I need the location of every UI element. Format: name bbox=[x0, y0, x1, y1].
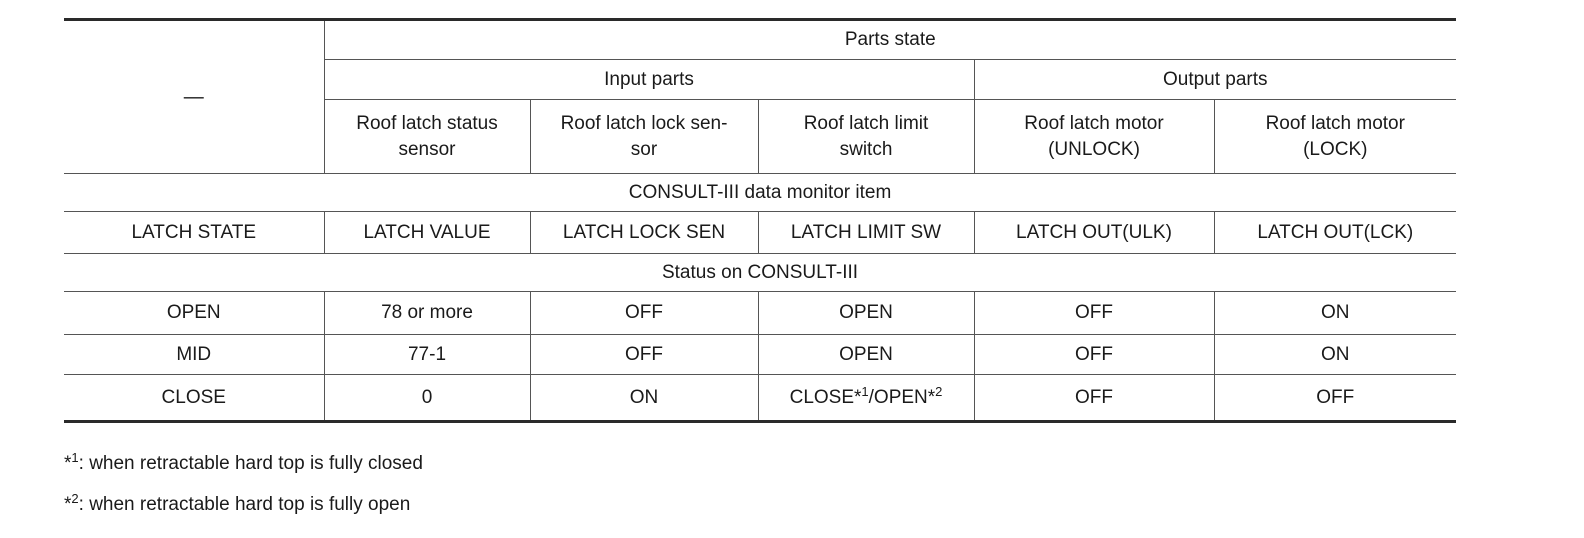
monitor-item: LATCH STATE bbox=[64, 212, 324, 254]
input-parts-header: Input parts bbox=[324, 60, 974, 100]
column-header-lock-sensor: Roof latch lock sen- sor bbox=[530, 100, 758, 174]
state-cell: OPEN bbox=[64, 292, 324, 335]
limit-sw-cell: OPEN bbox=[758, 335, 974, 375]
monitor-caption-row: CONSULT-III data monitor item bbox=[64, 174, 1456, 212]
value-cell: 78 or more bbox=[324, 292, 530, 335]
table-row bbox=[64, 375, 1456, 422]
state-cell: CLOSE bbox=[64, 375, 324, 422]
monitor-items-row bbox=[64, 212, 1456, 254]
monitor-item: LATCH OUT(LCK) bbox=[1214, 212, 1456, 254]
monitor-item: LATCH OUT(ULK) bbox=[974, 212, 1214, 254]
value-cell: 0 bbox=[324, 375, 530, 422]
parts-state-header: Parts state bbox=[324, 20, 1456, 60]
out-lck-cell: ON bbox=[1214, 292, 1456, 335]
latch-status-table bbox=[64, 18, 1456, 423]
footnote-1: *$^1$: when retractable hard top is fully closed bbox=[64, 450, 423, 474]
monitor-item: LATCH VALUE bbox=[324, 212, 530, 254]
monitor-item: LATCH LOCK SEN bbox=[530, 212, 758, 254]
status-caption-row: Status on CONSULT-III bbox=[64, 254, 1456, 292]
table-row bbox=[64, 335, 1456, 375]
out-ulk-cell: OFF bbox=[974, 292, 1214, 335]
latch-status-table-container bbox=[64, 18, 1456, 423]
column-header-motor-lock: Roof latch motor (LOCK) bbox=[1214, 100, 1456, 174]
limit-sw-cell: OPEN bbox=[758, 292, 974, 335]
state-cell: MID bbox=[64, 335, 324, 375]
corner-cell: — bbox=[64, 20, 324, 174]
footnote-2: *$^2$: when retractable hard top is fully open bbox=[64, 491, 411, 515]
out-lck-cell: ON bbox=[1214, 335, 1456, 375]
column-header-limit-switch: Roof latch limit switch bbox=[758, 100, 974, 174]
column-header-status-sensor: Roof latch status sensor bbox=[324, 100, 530, 174]
lock-sen-cell: ON bbox=[530, 375, 758, 422]
out-lck-cell: OFF bbox=[1214, 375, 1456, 422]
out-ulk-cell: OFF bbox=[974, 335, 1214, 375]
lock-sen-cell: OFF bbox=[530, 292, 758, 335]
value-cell: 77-1 bbox=[324, 335, 530, 375]
monitor-item: LATCH LIMIT SW bbox=[758, 212, 974, 254]
output-parts-header: Output parts bbox=[974, 60, 1456, 100]
table-row bbox=[64, 292, 1456, 335]
column-header-motor-unlock: Roof latch motor (UNLOCK) bbox=[974, 100, 1214, 174]
limit-sw-cell: CLOSE*$^1$/OPEN*$^2$ bbox=[758, 375, 974, 422]
lock-sen-cell: OFF bbox=[530, 335, 758, 375]
out-ulk-cell: OFF bbox=[974, 375, 1214, 422]
